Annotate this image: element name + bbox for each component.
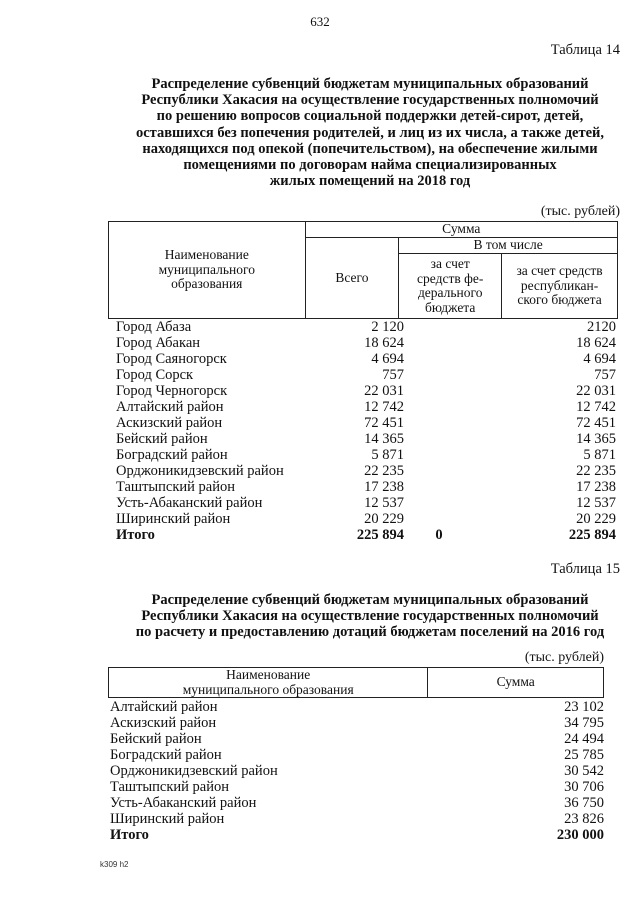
table-row [116, 463, 616, 479]
header-federal: за счет средств фе- дерального бюджета [399, 254, 502, 319]
title-line: Распределение субвенций бюджетам муниципальных образований [151, 592, 589, 608]
row-name: Город Абаза [116, 319, 192, 335]
row-total: 22 235 [364, 463, 404, 479]
row-sum: 30 706 [564, 779, 604, 795]
row-republican: 14 365 [576, 431, 616, 447]
row-sum: 24 494 [564, 731, 604, 747]
total-label: Итого [116, 527, 155, 543]
total-label: Итого [110, 827, 149, 843]
row-total: 22 031 [364, 383, 404, 399]
total-federal: 0 [435, 527, 443, 543]
table-row [116, 367, 616, 383]
total-row [110, 827, 604, 843]
header-name: Наименование муниципального образования [109, 668, 428, 698]
row-name: Таштыпский район [110, 779, 230, 795]
table-row [110, 747, 604, 763]
table-row [116, 383, 616, 399]
table-row [116, 415, 616, 431]
header-including: В том числе [399, 238, 618, 254]
header-sum: Сумма [305, 222, 617, 238]
row-total: 17 238 [364, 479, 404, 495]
row-name: Алтайский район [110, 699, 218, 715]
row-total: 14 365 [364, 431, 404, 447]
total-sum: 225 894 [356, 527, 404, 543]
row-name: Аскизский район [116, 415, 223, 431]
title-line: находящихся под опекой (попечительством), на обеспечение жилыми [142, 140, 598, 157]
table-row [110, 715, 604, 731]
row-name: Ширинский район [110, 811, 225, 827]
table-row [110, 779, 604, 795]
row-sum: 23 102 [564, 699, 604, 715]
total-republican: 225 894 [568, 527, 616, 543]
row-name: Боградский район [116, 447, 228, 463]
row-total: 18 624 [364, 335, 404, 351]
table-15-label: Таблица 15 [550, 561, 620, 577]
row-republican: 22 031 [576, 383, 616, 399]
total-sum: 230 000 [556, 827, 604, 843]
table-row [116, 447, 616, 463]
row-name: Усть-Абаканский район [110, 795, 257, 811]
table-row [116, 399, 616, 415]
footer-code: k309 h2 [100, 860, 129, 869]
row-republican: 20 229 [576, 511, 616, 527]
table-15-title [100, 592, 640, 641]
title-line: по расчету и предоставлению дотаций бюджетам поселений на 2016 год [135, 624, 605, 641]
header-total: Всего [305, 238, 399, 319]
row-total: 5 871 [371, 447, 404, 463]
table-15-body [110, 699, 604, 843]
table-14-title [100, 76, 640, 189]
title-line: жилых помещений на 2018 год [269, 173, 471, 190]
row-name: Ширинский район [116, 511, 231, 527]
row-sum: 34 795 [564, 715, 604, 731]
row-republican: 2120 [587, 319, 616, 335]
row-name: Орджоникидзевский район [116, 463, 284, 479]
table-row [116, 335, 616, 351]
title-line: Распределение субвенций бюджетам муниципальных образований [151, 76, 589, 92]
table-14-label: Таблица 14 [550, 42, 620, 58]
row-republican: 12 537 [576, 495, 616, 511]
header-sum: Сумма [428, 668, 604, 698]
table-15-unit: (тыс. рублей) [524, 650, 604, 665]
row-total: 2 120 [371, 319, 404, 335]
table-row [110, 811, 604, 827]
row-name: Город Черногорск [116, 383, 228, 399]
title-line: оставшихся без попечения родителей, и лиц из их числа, а также детей, [135, 124, 605, 141]
row-name: Бейский район [110, 731, 202, 747]
title-line: по решению вопросов социальной поддержки детей-сирот, детей, [156, 108, 584, 125]
row-republican: 757 [594, 367, 616, 383]
table-14-body [116, 319, 616, 543]
row-name: Аскизский район [110, 715, 217, 731]
row-name: Город Саяногорск [116, 351, 227, 367]
table-row [116, 351, 616, 367]
row-name: Боградский район [110, 747, 222, 763]
table-row [110, 795, 604, 811]
table-row [116, 431, 616, 447]
page-number: 632 [310, 14, 330, 29]
row-name: Город Сорск [116, 367, 194, 383]
row-sum: 36 750 [564, 795, 604, 811]
table-14-unit: (тыс. рублей) [540, 204, 620, 219]
row-total: 12 742 [364, 399, 404, 415]
row-name: Усть-Абаканский район [116, 495, 263, 511]
table-15-header [108, 667, 604, 698]
row-name: Алтайский район [116, 399, 224, 415]
row-republican: 5 871 [583, 447, 616, 463]
row-total: 4 694 [371, 351, 404, 367]
row-republican: 4 694 [583, 351, 616, 367]
header-republican: за счет средств республикан- ского бюджета [502, 254, 618, 319]
table-row [110, 699, 604, 715]
table-row [110, 731, 604, 747]
row-name: Орджоникидзевский район [110, 763, 278, 779]
header-name: Наименование муниципального образования [109, 222, 306, 319]
table-row [116, 511, 616, 527]
row-name: Таштыпский район [116, 479, 236, 495]
table-row [116, 495, 616, 511]
row-republican: 22 235 [576, 463, 616, 479]
table-row [116, 319, 616, 335]
row-republican: 18 624 [576, 335, 616, 351]
row-total: 72 451 [364, 415, 404, 431]
title-line: Республики Хакасия на осуществление государственных полномочий [141, 608, 599, 625]
row-republican: 17 238 [576, 479, 616, 495]
row-total: 12 537 [364, 495, 404, 511]
row-name: Город Абакан [116, 335, 201, 351]
table-row [110, 763, 604, 779]
row-name: Бейский район [116, 431, 208, 447]
table-row [116, 479, 616, 495]
row-sum: 30 542 [564, 763, 604, 779]
row-sum: 25 785 [564, 747, 604, 763]
title-line: помещениями по договорам найма специализированных [183, 157, 557, 174]
row-republican: 72 451 [576, 415, 616, 431]
total-row [116, 527, 616, 543]
row-total: 757 [382, 367, 404, 383]
row-sum: 23 826 [564, 811, 604, 827]
table-14-header [108, 221, 618, 319]
row-total: 20 229 [364, 511, 404, 527]
row-republican: 12 742 [576, 399, 616, 415]
title-line: Республики Хакасия на осуществление государственных полномочий [141, 92, 599, 109]
